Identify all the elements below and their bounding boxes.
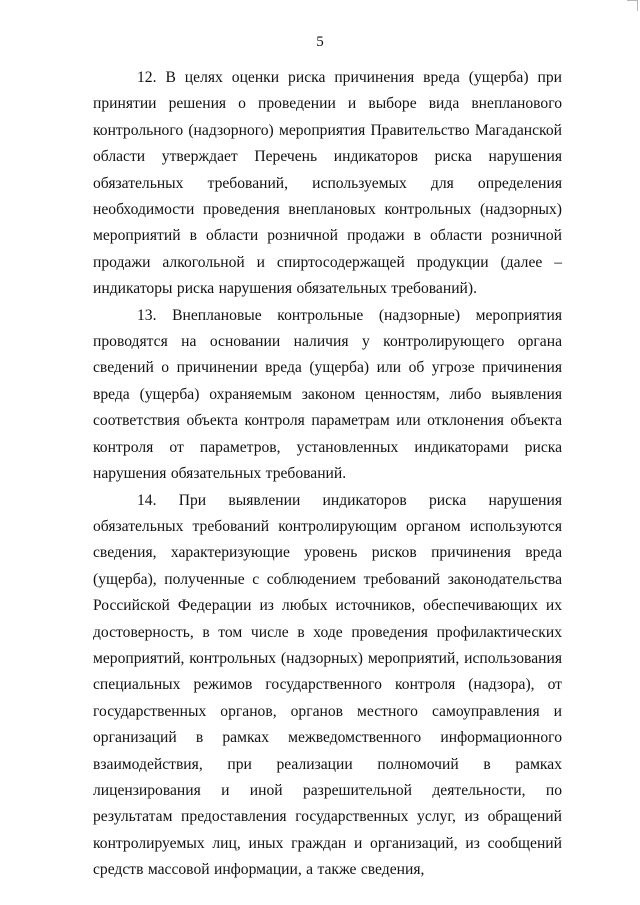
paragraph-12: 12. В целях оценки риска причинения вреда (ущерба) при принятии решения о проведении и выборе вида внепланового контрольного (надзорного) мероприятия Правительство Магаданской области утверждает Перечень индикаторов риска нарушения обязательных требований, используемых для определения необходимости проведения внеплановых контрольных (надзорных) мероприятий в области розничной продажи в области розничной продажи алкогольной и спиртосодержащей продукции (далее – индикаторы риска нарушения обязательных требований). (93, 69, 562, 298)
paragraph-14: 14. При выявлении индикаторов риска нарушения обязательных требований контролирующим органом используются сведения, характеризующие уровень рисков причинения вреда (ущерба), полученные с соблюдением требований законодательства Российской Федерации из любых источников, обеспечивающих их достоверность, в том числе в ходе проведения профилактических мероприятий, контрольных (надзорных) мероприятий, использования специальных режимов государственного контроля (надзора), от государственных органов, органов местного самоуправления и организаций в рамках межведомственного информационного взаимодействия, при реализации полномочий в рамках лицензирования и иной разрешительной деятельности, по результатам предоставления государственных услуг, из обращений контролируемых лиц, иных граждан и организаций, из сообщений средств массовой информации, а также сведения, (93, 491, 562, 879)
paragraph-13: 13. Внеплановые контрольные (надзорные) мероприятия проводятся на основании наличия у контролирующего органа сведений о причинении вреда (ущерба) или об угрозе причинения вреда (ущерба) охраняемым законом ценностям, либо выявления соответствия объекта контроля параметрам или отклонения объекта контроля от параметров, установленных индикаторами риска нарушения обязательных требований. (93, 306, 562, 483)
page-number: 5 (316, 34, 324, 50)
page-corner-mark (627, 0, 638, 11)
document-body (93, 65, 562, 884)
